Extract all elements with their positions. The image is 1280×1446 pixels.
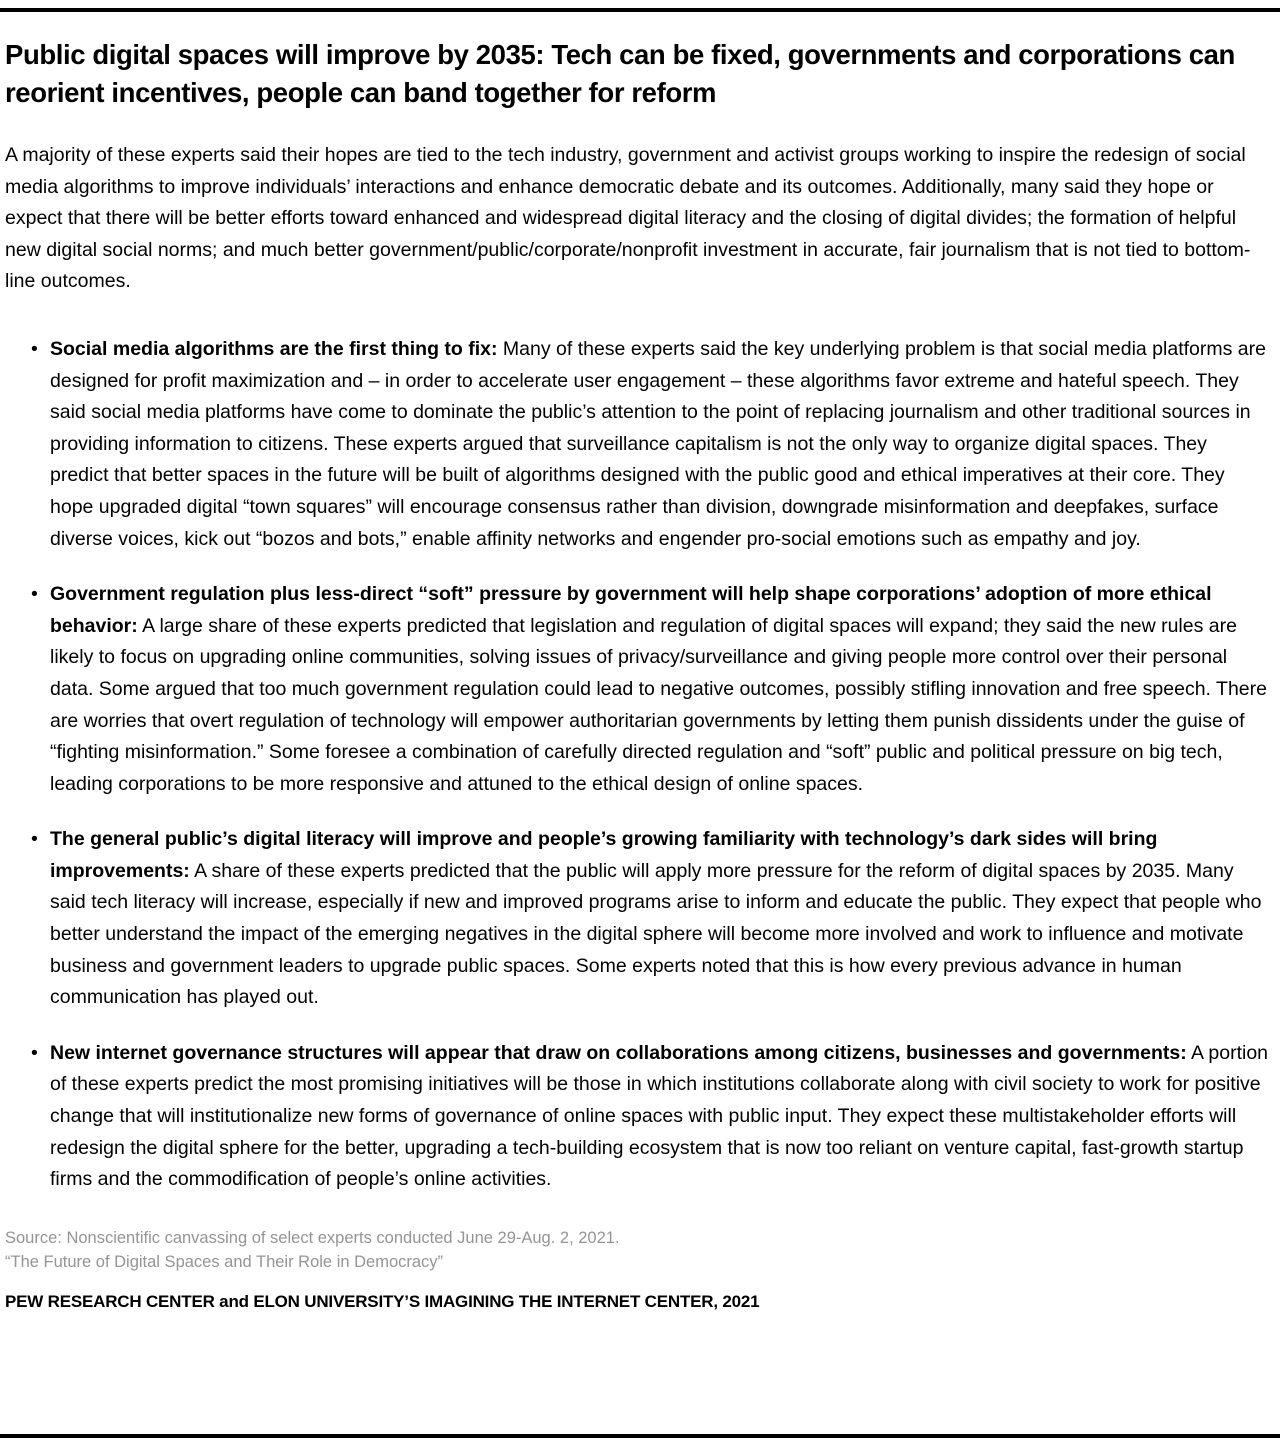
bullet-item-digital-literacy bbox=[5, 824, 1270, 1014]
attribution-line: PEW RESEARCH CENTER and ELON UNIVERSITY’S IMAGINING THE INTERNET CENTER, 2021 bbox=[5, 1291, 760, 1311]
source-report-title: “The Future of Digital Spaces and Their Role in Democracy” bbox=[5, 1253, 444, 1272]
findings-bullet-list bbox=[5, 334, 1270, 1196]
page-title: Public digital spaces will improve by 2035: Tech can be fixed, governments and corporations can reorient incentives, people can band together for reform bbox=[5, 39, 1235, 108]
bullet-body: A portion of these experts predict the most promising initiatives will be those in which institutions collaborate along with civil society to work for positive change that will institutionalize new forms of governance of online spaces with public input. They expect these multistakeholder efforts will redesign the digital sphere for the better, upgrading a tech-building ecosystem that is now too reliant on venture capital, fast-growth startup firms and the commodification of people’s online activities. bbox=[50, 1041, 1269, 1191]
bullet-marker: • bbox=[31, 1041, 38, 1064]
bullet-marker: • bbox=[31, 583, 38, 606]
bullet-lead: Government regulation plus less-direct “soft” pressure by government will help shape corporations’ adoption of more ethical behavior: bbox=[50, 583, 1212, 637]
bullet-marker: • bbox=[31, 337, 38, 360]
report-page bbox=[5, 0, 1270, 1312]
source-note bbox=[5, 1226, 1270, 1275]
bullet-item-social-media-algorithms bbox=[5, 334, 1270, 555]
bullet-lead: Social media algorithms are the first thing to fix: bbox=[50, 337, 498, 360]
bullet-body: Many of these experts said the key underlying problem is that social media platforms are designed for profit maximization and – in order to accelerate user engagement – these algorithms favor extreme and hateful speech. They said social media platforms have come to dominate the public’s attention to the point of replacing journalism and other traditional sources in providing information to citizens. These experts argued that surveillance capitalism is not the only way to organize digital spaces. They predict that better spaces in the future will be built of algorithms designed with the public good and ethical imperatives at their core. They hope upgraded digital “town squares” will encourage consensus rather than division, downgrade misinformation and deepfakes, surface diverse voices, kick out “bozos and bots,” enable affinity networks and engender pro-social emotions such as empathy and joy. bbox=[50, 337, 1266, 550]
bottom-divider-rule bbox=[0, 1434, 1280, 1438]
bullet-body: A large share of these experts predicted that legislation and regulation of digital spaces will expand; they said the new rules are likely to focus on upgrading online communities, solving issues of privacy/surveillance and giving people more control over their personal data. Some argued that too much government regulation could lead to negative outcomes, possibly stifling innovation and free speech. There are worries that overt regulation of technology will empower authoritarian governments by letting them punish dissidents under the guise of “fighting misinformation.” Some foresee a combination of carefully directed regulation and “soft” public and political pressure on big tech, leading corporations to be more responsive and attuned to the ethical design of online spaces. bbox=[50, 614, 1267, 795]
bullet-item-government-regulation bbox=[5, 579, 1270, 800]
source-line: Source: Nonscientific canvassing of select experts conducted June 29-Aug. 2, 2021. bbox=[5, 1228, 620, 1247]
bullet-marker: • bbox=[31, 828, 38, 851]
intro-paragraph: A majority of these experts said their hopes are tied to the tech industry, government and activist groups working to inspire the redesign of social media algorithms to improve individuals’ interactions and enhance democratic debate and its outcomes. Additionally, many said they hope or expect that there will be better efforts toward enhanced and widespread digital literacy and the closing of digital divides; the formation of helpful new digital social norms; and much better government/public/corporate/nonprofit investment in accurate, fair journalism that is not tied to bottom-line outcomes. bbox=[5, 144, 1251, 293]
bullet-lead: New internet governance structures will appear that draw on collaborations among citizens, businesses and governments: bbox=[50, 1041, 1187, 1064]
bullet-lead: The general public’s digital literacy will improve and people’s growing familiarity with technology’s dark sides will bring improvements: bbox=[50, 828, 1158, 882]
bullet-body: A share of these experts predicted that the public will apply more pressure for the reform of digital spaces by 2035. Many said tech literacy will increase, especially if new and improved programs arise to inform and educate the public. They expect that people who better understand the impact of the emerging negatives in the digital sphere will become more involved and work to influence and motivate business and government leaders to upgrade public spaces. Some experts noted that this is how every previous advance in human communication has played out. bbox=[50, 859, 1262, 1009]
bullet-item-internet-governance bbox=[5, 1038, 1270, 1196]
